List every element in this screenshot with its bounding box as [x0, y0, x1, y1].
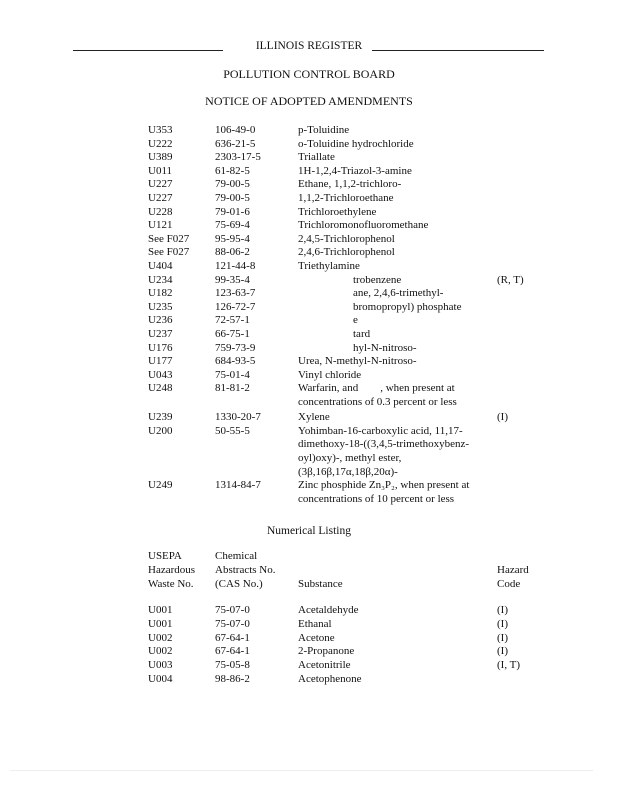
waste-number: U003 — [148, 659, 173, 672]
table-row — [0, 659, 618, 672]
waste-number: U177 — [148, 355, 173, 368]
cas-number: 81-81-2 — [215, 382, 250, 395]
substance-name: Acetonitrile — [298, 659, 351, 672]
substance-name: Zinc phosphide Zn₃P₂, when present at — [298, 479, 470, 492]
waste-number: U004 — [148, 673, 173, 685]
cas-number: 759-73-9 — [215, 341, 256, 354]
substance-name: Yohimban-16-carboxylic acid, 11,17- — [298, 424, 463, 437]
table-row — [0, 466, 618, 479]
board-title: POLLUTION CONTROL BOARD — [223, 67, 395, 81]
hazard-code: (I) — [497, 617, 508, 630]
cas-number: 79-00-5 — [215, 178, 250, 191]
substance-name: concentrations of 0.3 percent or less — [298, 396, 457, 408]
table-row — [0, 396, 618, 409]
substance-name: Acetone — [298, 631, 335, 644]
column-header: Abstracts No. — [215, 564, 276, 576]
substance-name: 2,4,5-Trichlorophenol — [298, 232, 395, 245]
cas-number: 121-44-8 — [215, 260, 256, 272]
header-row — [0, 564, 618, 577]
cas-number: 684-93-5 — [215, 355, 256, 368]
column-header: Code — [497, 578, 521, 590]
substance-name: bromopropyl) phosphate — [298, 300, 462, 313]
table-row — [0, 632, 618, 645]
table-row — [0, 287, 618, 300]
waste-number: U236 — [148, 314, 173, 327]
substance-name: Ethanal — [298, 617, 332, 630]
substance-name: p-Toluidine — [298, 124, 350, 136]
column-header: Hazard — [497, 564, 529, 576]
column-header: (CAS No.) — [215, 578, 263, 590]
substance-name: Trichloroethylene — [298, 205, 377, 218]
cas-number: 67-64-1 — [215, 631, 250, 644]
waste-number: U043 — [148, 368, 173, 381]
waste-number: U239 — [148, 411, 173, 424]
cas-number: 67-64-1 — [215, 645, 250, 658]
substance-name: Ethane, 1,1,2-trichloro- — [298, 178, 402, 191]
substance-name: ane, 2,4,6-trimethyl- — [298, 287, 444, 300]
cas-number: 75-07-0 — [215, 604, 250, 616]
waste-number: U002 — [148, 631, 173, 644]
waste-number: U404 — [148, 260, 173, 272]
hazard-code: (I) — [497, 411, 508, 424]
waste-number: U182 — [148, 287, 173, 300]
substance-name: oyl)oxy)-, methyl ester, — [298, 451, 402, 464]
cas-number: 126-72-7 — [215, 300, 256, 313]
table-row — [0, 301, 618, 314]
notice-title: NOTICE OF ADOPTED AMENDMENTS — [205, 94, 413, 108]
cas-number: 95-95-4 — [215, 232, 250, 245]
waste-number: U121 — [148, 219, 173, 232]
column-header: USEPA — [148, 550, 182, 562]
table-row — [0, 618, 618, 631]
column-header: Waste No. — [148, 578, 194, 590]
table-row — [0, 425, 618, 438]
substance-name: 1,1,2-Trichloroethane — [298, 192, 394, 204]
waste-number: See F027 — [148, 232, 190, 245]
cas-number: 66-75-1 — [215, 328, 250, 340]
table-row — [0, 411, 618, 424]
table-row — [0, 342, 618, 355]
table-row — [0, 274, 618, 287]
cas-number: 98-86-2 — [215, 673, 250, 685]
cas-number: 50-55-5 — [215, 424, 250, 437]
substance-name: o-Toluidine hydrochloride — [298, 137, 414, 150]
table-row — [0, 369, 618, 382]
substance-name: Xylene — [298, 411, 330, 424]
waste-number: U249 — [148, 479, 173, 492]
substance-name: (3β,16β,17α,18β,20α)- — [298, 465, 398, 478]
substance-name: tard — [298, 328, 371, 340]
substance-name: dimethoxy-18-((3,4,5-trimethoxybenz- — [298, 438, 470, 451]
table-row — [0, 673, 618, 686]
waste-number: See F027 — [148, 246, 190, 259]
table-row — [0, 382, 618, 395]
table-row — [0, 260, 618, 273]
column-header: Substance — [298, 578, 343, 590]
waste-number: U389 — [148, 151, 173, 164]
hazard-code: (I) — [497, 604, 508, 616]
waste-number: U011 — [148, 164, 173, 177]
cas-number: 72-57-1 — [215, 314, 250, 327]
table-row — [0, 124, 618, 137]
waste-number: U176 — [148, 341, 173, 354]
waste-number: U227 — [148, 192, 173, 204]
cas-number: 106-49-0 — [215, 124, 256, 136]
table-row — [0, 314, 618, 327]
cas-number: 1314-84-7 — [215, 479, 261, 492]
table-row — [0, 219, 618, 232]
header-row — [0, 550, 618, 563]
table-row — [0, 645, 618, 658]
table-row — [0, 192, 618, 205]
substance-name: Triethylamine — [298, 260, 360, 272]
waste-number: U002 — [148, 645, 173, 658]
cas-number: 1330-20-7 — [215, 411, 261, 424]
substance-name: trobenzene — [298, 273, 402, 286]
table-row — [0, 493, 618, 506]
column-header: Chemical — [215, 550, 258, 562]
hazard-code: (I) — [497, 631, 508, 644]
substance-name: Urea, N-methyl-N-nitroso- — [298, 355, 417, 368]
table-row — [0, 328, 618, 341]
table-row — [0, 165, 618, 178]
cas-number: 2303-17-5 — [215, 151, 261, 164]
table-row — [0, 438, 618, 451]
cas-number: 75-69-4 — [215, 219, 250, 232]
cas-number: 75-05-8 — [215, 659, 250, 672]
substance-name: 2-Propanone — [298, 645, 355, 658]
waste-number: U227 — [148, 178, 173, 191]
table-row — [0, 233, 618, 246]
waste-number: U228 — [148, 205, 173, 218]
waste-number: U200 — [148, 424, 173, 437]
page-bottom-edge — [10, 770, 593, 771]
substance-name: hyl-N-nitroso- — [298, 341, 417, 354]
table-row — [0, 206, 618, 219]
waste-number: U001 — [148, 604, 173, 616]
table-row — [0, 604, 618, 617]
substance-name: Trichloromonofluoromethane — [298, 219, 429, 232]
waste-number: U353 — [148, 124, 173, 136]
cas-number: 61-82-5 — [215, 164, 250, 177]
waste-number: U237 — [148, 328, 173, 340]
substance-name: Vinyl chloride — [298, 368, 362, 381]
table-row — [0, 452, 618, 465]
substance-name: Triallate — [298, 151, 335, 164]
cas-number: 79-00-5 — [215, 192, 250, 204]
table-row — [0, 178, 618, 191]
substance-name: concentrations of 10 percent or less — [298, 492, 455, 505]
substance-name: 2,4,6-Trichlorophenol — [298, 246, 395, 259]
table-row — [0, 151, 618, 164]
substance-name: Acetaldehyde — [298, 604, 359, 616]
substance-name: Acetophenone — [298, 673, 362, 685]
substance-name: Warfarin, and , when present at — [298, 382, 455, 395]
cas-number: 79-01-6 — [215, 205, 250, 218]
substance-name: e — [298, 314, 358, 327]
waste-number: U234 — [148, 273, 173, 286]
table-row — [0, 246, 618, 259]
header-row — [0, 578, 618, 591]
waste-number: U235 — [148, 300, 173, 313]
cas-number: 636-21-5 — [215, 137, 256, 150]
hazard-code: (R, T) — [497, 273, 524, 286]
hazard-code: (I) — [497, 645, 508, 658]
cas-number: 123-63-7 — [215, 287, 256, 300]
waste-number: U001 — [148, 617, 173, 630]
cas-number: 99-35-4 — [215, 273, 250, 286]
cas-number: 88-06-2 — [215, 246, 250, 259]
table-row — [0, 479, 618, 492]
table-row — [0, 138, 618, 151]
numerical-listing-title: Numerical Listing — [267, 525, 351, 537]
waste-number: U248 — [148, 382, 173, 395]
cas-number: 75-07-0 — [215, 617, 250, 630]
table-row — [0, 355, 618, 368]
hazard-code: (I, T) — [497, 659, 521, 672]
waste-number: U222 — [148, 137, 173, 150]
substance-name: 1H-1,2,4-Triazol-3-amine — [298, 164, 412, 177]
register-header: ILLINOIS REGISTER — [255, 40, 363, 52]
column-header: Hazardous — [148, 564, 196, 576]
cas-number: 75-01-4 — [215, 368, 250, 381]
